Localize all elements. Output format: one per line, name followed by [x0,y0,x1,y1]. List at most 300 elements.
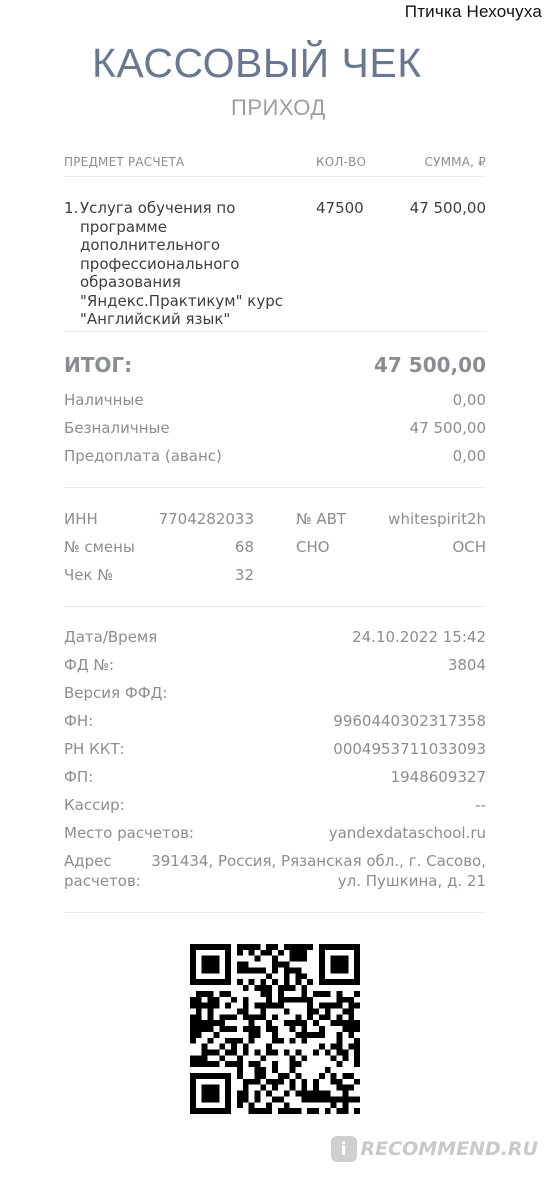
qr-module [254,1067,260,1073]
qr-module [272,1096,278,1102]
qr-module [243,1096,249,1102]
qr-module [249,979,255,985]
fd-value: 3804 [447,656,486,674]
qr-module [319,1026,325,1032]
qr-module [301,956,307,962]
qr-module [249,1079,255,1085]
qr-module [249,1020,255,1026]
qr-module [313,991,319,997]
total-label: ИТОГ: [64,353,133,377]
qr-module [225,1091,231,1097]
qr-module [284,1102,290,1108]
prepay-value: 0,00 [452,447,486,465]
qr-module [342,1102,348,1108]
qr-module [266,1020,272,1026]
qr-module [208,991,214,997]
qr-module [301,1038,307,1044]
qr-module [284,967,290,973]
header-subject: ПРЕДМЕТ РАСЧЕТА [64,155,185,169]
qr-module [231,1044,237,1050]
qr-module [243,997,249,1003]
qr-module [319,967,325,973]
qr-module [301,997,307,1003]
qr-module [260,1067,266,1073]
qr-module [231,1050,237,1056]
qr-module [260,1108,266,1114]
qr-module [225,1014,231,1020]
qr-module [354,1108,360,1114]
qr-module [225,1038,231,1044]
qr-module [331,1044,337,1050]
qr-module [284,979,290,985]
qr-module [301,985,307,991]
item-name: Услуга обучения по программе дополнительного профессионального образования "Яндекс.Практикум" курс "Английский язык" [80,199,283,328]
qr-module [290,1067,296,1073]
qr-module [254,1079,260,1085]
qr-module [319,1096,325,1102]
qr-module [307,1108,313,1114]
qr-module [254,1050,260,1056]
inn-label: ИНН [64,510,98,528]
qr-module [243,1091,249,1097]
qr-module [190,962,196,968]
qr-module [237,950,243,956]
qr-module [249,1014,255,1020]
qr-module [272,1079,278,1085]
qr-module [208,956,214,962]
qr-module [196,991,202,997]
qr-module [243,1050,249,1056]
qr-module [331,979,337,985]
qr-module [249,944,255,950]
qr-module [208,1061,214,1067]
qr-module [208,1020,214,1026]
qr-module [342,979,348,985]
address-value-line2: ул. Пушкина, д. 21 [337,872,486,890]
qr-module [249,1026,255,1032]
address-label-line1: Адрес [64,852,112,870]
qr-module [196,1108,202,1114]
noncash-label: Безналичные [64,419,170,437]
qr-module [319,1003,325,1009]
qr-module [266,991,272,997]
qr-module [208,1108,214,1114]
qr-module [202,1096,208,1102]
qr-module [272,1085,278,1091]
qr-code [190,944,360,1114]
check-number-label: Чек № [64,566,113,584]
qr-module [219,944,225,950]
qr-module [337,1014,343,1020]
qr-module [225,956,231,962]
qr-module [331,1055,337,1061]
qr-module [296,1108,302,1114]
qr-module [348,1014,354,1020]
qr-module [348,1026,354,1032]
header-sum: СУММА, ₽ [424,155,486,169]
qr-module [243,985,249,991]
qr-module [342,956,348,962]
inn-value: 7704282033 [158,510,254,528]
fd-label: ФД №: [64,656,115,674]
qr-module [337,1085,343,1091]
qr-module [260,991,266,997]
qr-module [249,1032,255,1038]
qr-module [313,1050,319,1056]
receipt-subtitle: ПРИХОД [231,95,326,120]
qr-module [254,944,260,950]
qr-module [272,979,278,985]
qr-module [190,1003,196,1009]
qr-module [331,967,337,973]
qr-module [202,956,208,962]
qr-module [219,979,225,985]
cashier-label: Кассир: [64,796,125,814]
qr-module [301,1079,307,1085]
qr-module [202,1073,208,1079]
qr-module [342,1091,348,1097]
qr-module [290,985,296,991]
qr-module [202,1050,208,1056]
qr-module [272,1003,278,1009]
qr-module [208,1026,214,1032]
qr-module [249,1102,255,1108]
qr-module [219,1108,225,1114]
qr-module [208,1073,214,1079]
qr-module [219,1020,225,1026]
qr-module [213,944,219,950]
watermark-username: Птичка Нехочуха [404,2,542,21]
qr-module [337,962,343,968]
qr-module [254,1003,260,1009]
qr-module [272,1032,278,1038]
qr-module [272,944,278,950]
qr-module [296,1091,302,1097]
qr-module [208,1008,214,1014]
qr-module [337,1079,343,1085]
qr-module [266,1026,272,1032]
qr-module [237,944,243,950]
qr-module [342,1050,348,1056]
qr-module [290,1079,296,1085]
qr-module [190,979,196,985]
qr-module [190,1026,196,1032]
qr-module [354,979,360,985]
qr-module [213,1108,219,1114]
qr-module [260,985,266,991]
qr-module [342,997,348,1003]
qr-module [202,1044,208,1050]
qr-module [272,967,278,973]
qr-module [202,1026,208,1032]
qr-module [196,979,202,985]
qr-module [260,979,266,985]
recommend-text: RECOMMEND.RU [360,1138,538,1160]
qr-module [225,1079,231,1085]
qr-module [284,1050,290,1056]
qr-module [278,1073,284,1079]
qr-module [213,1061,219,1067]
qr-module [319,1014,325,1020]
qr-module [190,973,196,979]
qr-module [237,1055,243,1061]
qr-module [337,1044,343,1050]
qr-module [272,1026,278,1032]
divider [64,331,486,332]
qr-module [354,956,360,962]
qr-module [237,1102,243,1108]
qr-module [243,944,249,950]
cashier-value: -- [475,796,486,814]
qr-module [213,1096,219,1102]
qr-module [237,967,243,973]
datetime-value: 24.10.2022 15:42 [352,628,486,646]
qr-module [296,979,302,985]
qr-module [208,1003,214,1009]
qr-module [231,1026,237,1032]
qr-module [307,1032,313,1038]
qr-module [325,1050,331,1056]
qr-module [354,1003,360,1009]
qr-module [208,1050,214,1056]
check-number-value: 32 [234,566,254,584]
qr-module [354,1020,360,1026]
qr-module [337,979,343,985]
qr-module [284,1073,290,1079]
qr-module [337,997,343,1003]
qr-module [284,1108,290,1114]
qr-module [337,1061,343,1067]
qr-module [213,956,219,962]
qr-module [296,944,302,950]
qr-module [196,1073,202,1079]
qr-module [213,1020,219,1026]
qr-module [190,1085,196,1091]
qr-module [243,1026,249,1032]
qr-module [301,991,307,997]
qr-module [243,1014,249,1020]
qr-module [202,1020,208,1026]
qr-module [342,1020,348,1026]
qr-module [237,1038,243,1044]
qr-module [266,1003,272,1009]
qr-module [319,956,325,962]
qr-module [331,1079,337,1085]
qr-module [225,979,231,985]
qr-module [225,967,231,973]
qr-module [278,991,284,997]
qr-module [231,1061,237,1067]
fp-value: 1948609327 [390,768,486,786]
item-qty: 47500 [316,199,364,217]
receipt-title: КАССОВЫЙ ЧЕК [92,40,422,86]
prepay-label: Предоплата (аванс) [64,447,222,465]
qr-module [231,997,237,1003]
qr-module [301,1026,307,1032]
qr-module [190,1091,196,1097]
qr-module [325,944,331,950]
qr-module [331,956,337,962]
qr-module [254,1091,260,1097]
qr-module [313,1008,319,1014]
qr-module [290,956,296,962]
qr-module [237,1008,243,1014]
qr-module [307,997,313,1003]
qr-module [243,1085,249,1091]
qr-module [266,997,272,1003]
qr-module [278,1108,284,1114]
qr-module [307,979,313,985]
qr-module [190,997,196,1003]
qr-module [254,956,260,962]
qr-module [202,979,208,985]
sno-label: СНО [296,538,330,556]
qr-module [196,944,202,950]
qr-module [296,950,302,956]
divider [64,176,486,177]
qr-module [296,997,302,1003]
qr-module [254,985,260,991]
qr-module [225,962,231,968]
qr-module [254,1096,260,1102]
qr-module [249,1038,255,1044]
qr-module [296,1050,302,1056]
recommend-watermark [331,1136,538,1162]
fp-label: ФП: [64,768,94,786]
qr-module [272,956,278,962]
qr-module [284,1020,290,1026]
qr-module [196,1032,202,1038]
qr-module [337,1020,343,1026]
qr-module [354,1026,360,1032]
qr-module [354,1096,360,1102]
qr-module [337,1096,343,1102]
qr-module [354,1044,360,1050]
qr-module [354,962,360,968]
qr-module [254,1026,260,1032]
qr-module [284,997,290,1003]
qr-module [342,1073,348,1079]
qr-module [196,1014,202,1020]
qr-module [208,1085,214,1091]
qr-module [307,1014,313,1020]
qr-module [196,1020,202,1026]
qr-module [266,1050,272,1056]
qr-module [331,1073,337,1079]
qr-module [243,962,249,968]
qr-module [342,1108,348,1114]
qr-module [202,991,208,997]
qr-module [190,967,196,973]
qr-module [325,1067,331,1073]
qr-module [313,1108,319,1114]
qr-module [254,1073,260,1079]
qr-module [260,1073,266,1079]
qr-module [278,997,284,1003]
qr-module [272,1038,278,1044]
qr-module [342,1026,348,1032]
item-description [64,199,309,329]
qr-module [278,1038,284,1044]
qr-module [202,1108,208,1114]
qr-module [225,991,231,997]
qr-module [284,1008,290,1014]
qr-module [213,1073,219,1079]
qr-module [290,997,296,1003]
qr-module [260,1008,266,1014]
qr-module [225,950,231,956]
fn-value: 9960440302317358 [333,712,486,730]
qr-module [296,967,302,973]
qr-module [190,956,196,962]
qr-module [354,1050,360,1056]
qr-module [342,967,348,973]
qr-module [249,967,255,973]
qr-module [290,1026,296,1032]
qr-module [266,985,272,991]
qr-module [272,1061,278,1067]
qr-module [272,962,278,968]
qr-module [237,1073,243,1079]
qr-module [254,1061,260,1067]
qr-module [243,1079,249,1085]
qr-module [325,1108,331,1114]
qr-module [337,967,343,973]
qr-module [301,1032,307,1038]
header-qty: КОЛ-ВО [316,155,367,169]
qr-module [313,1096,319,1102]
qr-module [278,985,284,991]
qr-module [348,1008,354,1014]
qr-module [354,950,360,956]
qr-module [202,1091,208,1097]
qr-module [301,1085,307,1091]
avt-label: № АВТ [296,510,347,528]
qr-module [225,1003,231,1009]
qr-module [219,1026,225,1032]
qr-module [254,1108,260,1114]
place-value: yandexdataschool.ru [328,824,486,842]
qr-module [202,1055,208,1061]
qr-module [266,973,272,979]
qr-module [331,1096,337,1102]
qr-module [213,997,219,1003]
qr-module [266,950,272,956]
qr-module [202,962,208,968]
qr-module [301,950,307,956]
place-label: Место расчетов: [64,824,194,842]
qr-module [307,1003,313,1009]
divider [64,912,486,913]
qr-module [284,944,290,950]
qr-module [278,1096,284,1102]
qr-module [319,1073,325,1079]
qr-module [213,967,219,973]
qr-module [225,1108,231,1114]
qr-module [225,1050,231,1056]
qr-module [348,1032,354,1038]
qr-module [337,1038,343,1044]
qr-module [296,1014,302,1020]
qr-module [325,1014,331,1020]
qr-module [254,1032,260,1038]
qr-module [243,1008,249,1014]
qr-module [266,1044,272,1050]
qr-module [190,944,196,950]
qr-module [196,997,202,1003]
qr-module [278,1003,284,1009]
qr-module [260,1085,266,1091]
